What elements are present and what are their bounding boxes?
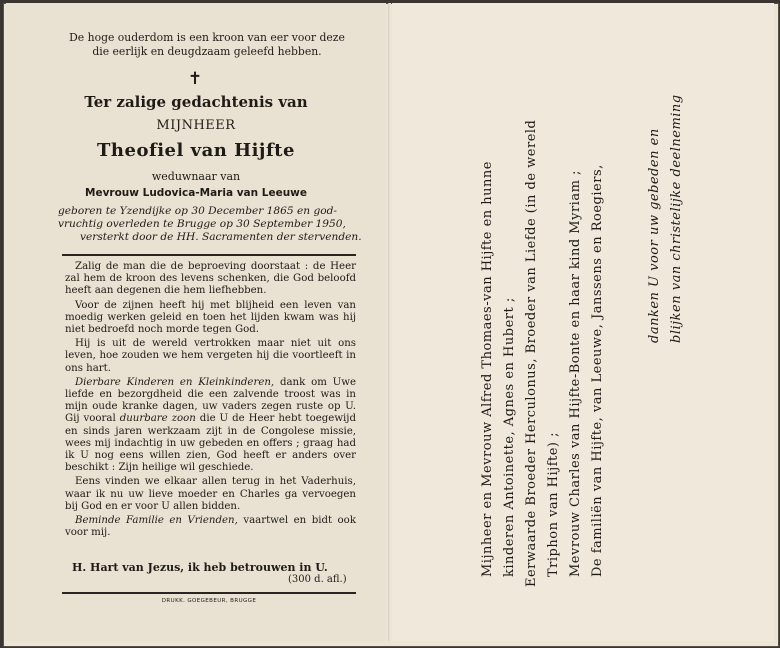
- paragraph-1: Zalig de man die de beproeving doorstaat : de Heer zal hem de kroon des levens schenken, die God beloofd heeft aan degenen die hem liefhebben.: [65, 261, 356, 297]
- thanks-line-1: danken U voor uw gebeden en: [647, 128, 662, 343]
- family-line-3: Eerwaarde Broeder Herculonus, Broeder van Liefde (in de wereld: [524, 119, 539, 587]
- spouse-name: Mevrouw Ludovica-Maria van Leeuwe: [85, 187, 307, 199]
- printer-imprint: DRUKK. GOEGEBEUR, BRUGGE: [161, 598, 257, 604]
- left-panel: [6, 3, 386, 641]
- paragraph-6: Beminde Familie en Vrienden, vaartwel en bidt ook voor mij.: [65, 515, 356, 539]
- paragraph-2: Voor de zijnen heeft hij met blijheid een leven van moedig werken geleid en toen het lijden kwam was hij niet bedroefd noch morde tegen God.: [65, 299, 356, 336]
- bottom-divider: [62, 592, 356, 594]
- family-line-5: Mevrouw Charles van Hijfte-Bonte en haar kind Myriam ;: [568, 170, 583, 577]
- family-line-2: kinderen Antoinette, Agnes en Hubert ;: [502, 297, 517, 577]
- cross-icon: ✝: [187, 69, 203, 89]
- title: MIJNHEER: [156, 118, 236, 133]
- heading: Ter zalige gedachtenis van: [84, 93, 308, 111]
- birth-death: geboren te Yzendijke op 30 December 1865 en god- vruchtig overleden te Brugge op 30 September 1950, versterkt door de HH. Sacramenten der stervenden.: [58, 205, 362, 243]
- widower-label: weduwnaar van: [151, 170, 241, 183]
- family-line-1: Mijnheer en Mevrouw Alfred Thomaes-van Hijfte en hunne: [480, 161, 495, 577]
- fold-line: [388, 3, 391, 641]
- right-panel: [392, 3, 774, 641]
- epigraph: De hoge ouderdom is een kroon van eer voor deze die eerlijk en deugdzaam geleefd hebben.: [69, 31, 345, 58]
- prayer: H. Hart van Jezus, ik heb betrouwen in U.: [72, 561, 328, 574]
- paragraph-4: Dierbare Kinderen en Kleinkinderen, dank om Uwe liefde en bezorgdheid die een zalvende troost was in mijn oude kranke dagen, uw vaders zegen ruste op U. Gij vooral duurbare zoon die U de Heer hebt toegewijd en sinds jaren werkzaam zijt in de Congolese missie, wees mij indachtig in uw gebeden en offers ; graag had ik U nog eens willen zien, God heeft er anders over beschikt : Zijn heilige wil geschiede.: [65, 376, 356, 474]
- indulgence: (300 d. afl.): [288, 574, 347, 585]
- paragraph-3: Hij is uit de wereld vertrokken maar niet uit ons leven, hoe zouden we hem vergeten hij die voortleeft in ons hart.: [65, 338, 356, 374]
- thanks-line-2: blijken van christelijke deelneming: [669, 94, 684, 343]
- family-line-6: De familiën van Hijfte, van Leeuwe, Janssens en Roegiers,: [590, 164, 605, 577]
- top-divider: [62, 254, 356, 256]
- deceased-name: Theofiel van Hijfte: [97, 140, 295, 161]
- body-text: [65, 261, 356, 539]
- paragraph-5: Eens vinden we elkaar allen terug in het Vaderhuis, waar ik nu uw lieve moeder en Charles ga vervoegen bij God en er voor U allen bidden.: [65, 476, 356, 512]
- family-line-4: Triphon van Hijfte) ;: [546, 431, 561, 577]
